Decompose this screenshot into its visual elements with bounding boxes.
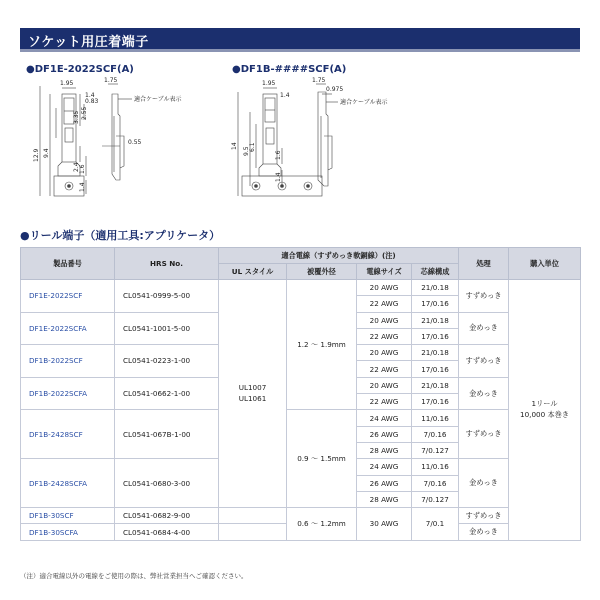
treatment-cell: すずめっき	[459, 345, 509, 378]
header-hrs-no: HRS No.	[115, 248, 219, 280]
part-title-df1b: ●DF1B-####SCF(A)	[232, 64, 347, 75]
header-core-config: 芯線構成	[412, 264, 459, 280]
ul-style-cell-blank	[219, 524, 287, 540]
cable-display-note-2: 適合ケーブル表示	[340, 99, 388, 106]
table-row	[21, 410, 581, 426]
treatment-cell: 金めっき	[459, 377, 509, 410]
outer-diameter-cell: 0.6 ～ 1.2mm	[287, 508, 357, 541]
dim-1-75: 1.75	[104, 77, 118, 84]
table-row	[21, 280, 581, 296]
treatment-cell: すずめっき	[459, 280, 509, 313]
hrs-number: CL0541-0999-5-00	[115, 280, 219, 313]
treatment-cell: すずめっき	[459, 410, 509, 459]
dim-1-6: 1.6	[275, 150, 282, 160]
product-number-link[interactable]: DF1B-2428SCF	[21, 410, 115, 459]
core-config: 7/0.1	[412, 508, 459, 541]
dim-9-5: 9.5	[243, 146, 250, 156]
dim-0-975: 0.975	[326, 86, 344, 93]
purchase-unit-cell: 1リール 10,000 本巻き	[509, 280, 581, 541]
treatment-cell: 金めっき	[459, 312, 509, 345]
dim-1-4b: 1.4	[79, 182, 86, 192]
dim-9-4: 9.4	[43, 148, 50, 158]
dim-1-4: 1.4	[85, 92, 95, 99]
dim-6-1: 6.1	[249, 142, 256, 152]
hrs-number: CL0541-0223-1-00	[115, 345, 219, 378]
df1e-terminal-drawing	[20, 76, 220, 206]
dim-1-95: 1.95	[262, 80, 276, 87]
core-config: 17/0.16	[412, 296, 459, 312]
section-header-title: ソケット用圧着端子	[28, 35, 149, 50]
wire-size: 24 AWG	[357, 410, 412, 426]
dim-1-4b: 1.4	[275, 172, 282, 182]
core-config: 7/0.127	[412, 491, 459, 507]
hrs-number: CL0541-067B-1-00	[115, 410, 219, 459]
product-number-link[interactable]: DF1B-30SCF	[21, 508, 115, 524]
dim-1-75: 1.75	[312, 77, 326, 84]
header-wire-size: 電線サイズ	[357, 264, 412, 280]
dim-14: 14	[231, 142, 238, 150]
product-number-link[interactable]: DF1B-30SCFA	[21, 524, 115, 540]
dim-0-55: 0.55	[128, 139, 142, 146]
wire-size: 20 AWG	[357, 280, 412, 296]
part-title-df1e: ●DF1E-2022SCF(A)	[26, 64, 134, 75]
core-config: 7/0.16	[412, 426, 459, 442]
hrs-number: CL0541-0684-4-00	[115, 524, 219, 540]
df1b-terminal-drawing	[222, 76, 422, 206]
table-row	[21, 508, 581, 524]
dim-2-4: 2.4	[73, 162, 80, 172]
core-config: 7/0.16	[412, 475, 459, 491]
header-outer-diameter: 被覆外径	[287, 264, 357, 280]
header-treatment: 処理	[459, 248, 509, 280]
wire-size: 30 AWG	[357, 508, 412, 541]
dim-12-9: 12.9	[33, 148, 40, 162]
product-number-link[interactable]: DF1E-2022SCFA	[21, 312, 115, 345]
wire-size: 22 AWG	[357, 328, 412, 344]
header-purchase-unit: 購入単位	[509, 248, 581, 280]
header-product-no: 製品番号	[21, 248, 115, 280]
dim-2-55: 2.55	[81, 106, 88, 120]
dim-1-95: 1.95	[60, 80, 74, 87]
reel-terminal-table	[20, 247, 581, 541]
header-wire-group: 適合電線（すずめっき軟銅線）(注)	[219, 248, 459, 264]
core-config: 11/0.16	[412, 410, 459, 426]
dim-0-83: 0.83	[85, 98, 99, 105]
product-number-link[interactable]: DF1B-2428SCFA	[21, 459, 115, 508]
hrs-number: CL0541-1001-5-00	[115, 312, 219, 345]
core-config: 11/0.16	[412, 459, 459, 475]
hrs-number: CL0541-0662-1-00	[115, 377, 219, 410]
ul-style-cell-blank	[219, 508, 287, 524]
wire-size: 28 AWG	[357, 491, 412, 507]
core-config: 17/0.16	[412, 394, 459, 410]
core-config: 21/0.18	[412, 377, 459, 393]
hrs-number: CL0541-0682-9-00	[115, 508, 219, 524]
footnote: （注）適合電線以外の電線をご使用の際は、弊社営業担当へご確認ください。	[20, 572, 248, 580]
ul-style-cell: UL1007 UL1061	[219, 280, 287, 508]
header-ul-style: UL スタイル	[219, 264, 287, 280]
treatment-cell: 金めっき	[459, 459, 509, 508]
wire-size: 22 AWG	[357, 394, 412, 410]
hrs-number: CL0541-0680-3-00	[115, 459, 219, 508]
wire-size: 28 AWG	[357, 442, 412, 458]
wire-size: 26 AWG	[357, 426, 412, 442]
dim-1-4: 1.4	[280, 92, 290, 99]
core-config: 7/0.127	[412, 442, 459, 458]
wire-size: 20 AWG	[357, 345, 412, 361]
product-number-link[interactable]: DF1E-2022SCF	[21, 280, 115, 313]
core-config: 21/0.18	[412, 312, 459, 328]
section-header-bar	[20, 28, 580, 52]
cable-display-note-1: 適合ケーブル表示	[134, 96, 182, 103]
core-config: 21/0.18	[412, 345, 459, 361]
product-number-link[interactable]: DF1B-2022SCF	[21, 345, 115, 378]
outer-diameter-cell: 1.2 ～ 1.9mm	[287, 280, 357, 410]
treatment-cell: 金めっき	[459, 524, 509, 540]
wire-size: 20 AWG	[357, 312, 412, 328]
core-config: 17/0.16	[412, 361, 459, 377]
dim-1-6: 1.6	[79, 164, 86, 174]
outer-diameter-cell: 0.9 ～ 1.5mm	[287, 410, 357, 508]
wire-size: 24 AWG	[357, 459, 412, 475]
dim-3-35: 3.35	[73, 110, 80, 124]
core-config: 21/0.18	[412, 280, 459, 296]
wire-size: 20 AWG	[357, 377, 412, 393]
treatment-cell: すずめっき	[459, 508, 509, 524]
wire-size: 22 AWG	[357, 361, 412, 377]
reel-section-title: ●リール端子（適用工具:アプリケータ）	[20, 229, 221, 242]
wire-size: 22 AWG	[357, 296, 412, 312]
wire-size: 26 AWG	[357, 475, 412, 491]
core-config: 17/0.16	[412, 328, 459, 344]
product-number-link[interactable]: DF1B-2022SCFA	[21, 377, 115, 410]
